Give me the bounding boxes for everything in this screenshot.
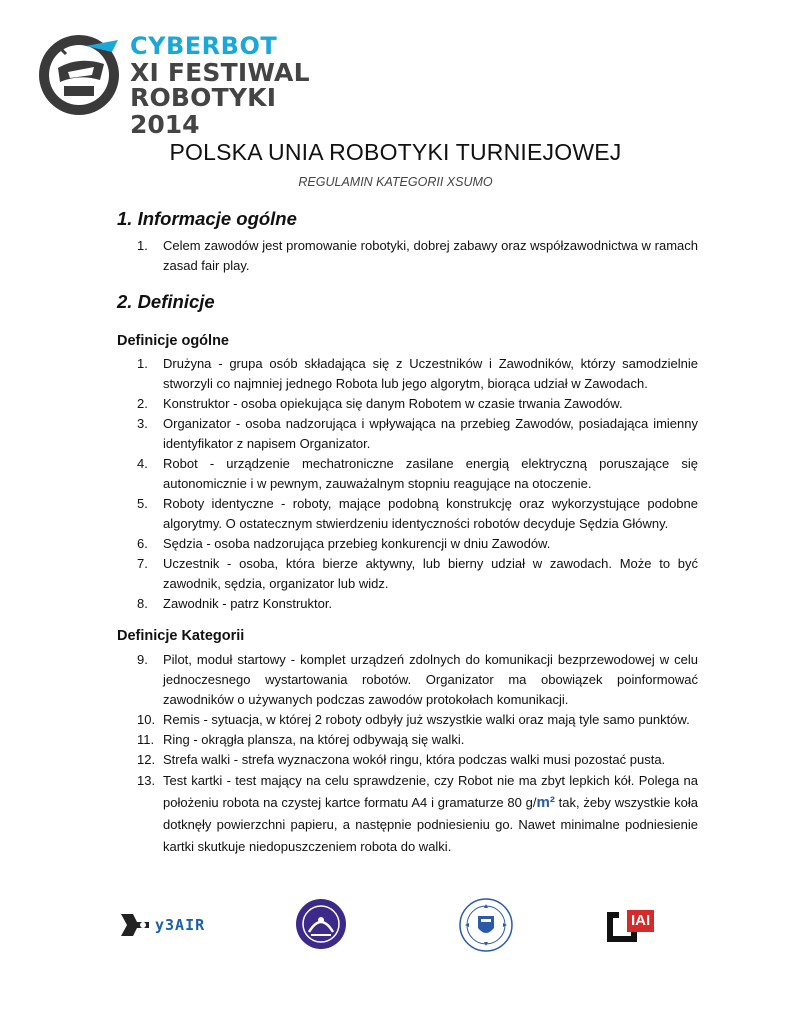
list-item: [117, 710, 698, 730]
list-item: [117, 554, 698, 594]
cyberbot-logo: [38, 32, 438, 139]
unit-m2: m²: [536, 794, 555, 811]
list-item-number: 1.: [137, 356, 148, 371]
list-item-number: 1.: [137, 238, 148, 253]
subsection-heading-kategorii: Definicje Kategorii: [117, 628, 245, 644]
sponsor-logos: [117, 896, 698, 956]
definicje-ogolne-list: [117, 354, 698, 614]
section-heading-informacje: 1. Informacje ogólne: [117, 208, 297, 229]
list-item: [117, 394, 698, 414]
list-item-text: Konstruktor - osoba opiekująca się danym Robotem w czasie trwania Zawodów.: [163, 396, 623, 411]
list-item-text: Pilot, moduł startowy - komplet urządzeń zdolnych do komunikacji bezprzewodowej w celu jednoczesnego wystartowania robotów. Organizator ma obowiązek poinformować zawodników o używanych podczas zawodów protokołach komunikacji.: [163, 652, 698, 707]
list-item-text-part: tak, żeby wszystkie koła dotknęły powierzchni papieru, a następnie podniesieniu go. Nawet minimalne podniesienie kartki skutkuje niedopuszczeniem robota do walki.: [163, 795, 699, 854]
list-item: [117, 534, 698, 554]
list-item-number: 5.: [137, 496, 148, 511]
list-item: [117, 494, 698, 534]
subsection-heading-ogolne: Definicje ogólne: [117, 333, 229, 349]
university-seal-icon: [459, 898, 513, 952]
section-1-list: [117, 236, 698, 276]
definicje-kategorii-list: [117, 650, 698, 858]
list-item-text: Roboty identyczne - roboty, mające podobną konstrukcję oraz wykorzystujące podobne algorytmy. O ostatecznym stwierdzeniu identyczności robotów decyduje Sędzia Główny.: [163, 496, 698, 531]
list-item-number: 6.: [137, 536, 148, 551]
iai-logo: [605, 910, 665, 944]
list-item-text: Robot - urządzenie mechatroniczne zasilane energią elektryczną poruszające się autonomicznie i w pewnym, zauważalnym stopniu reagujące na otoczenie.: [163, 456, 698, 491]
iai-text: IAI: [627, 910, 654, 932]
list-item-number: 2.: [137, 396, 148, 411]
list-item-number: 9.: [137, 652, 148, 667]
list-item-number: 11.: [137, 732, 155, 747]
list-item-number: 3.: [137, 416, 148, 431]
logo-line-cyberbot: CYBERBOT: [130, 32, 278, 60]
list-item-text-part: Test kartki - test mający na celu sprawdzenie, czy Robot nie ma zbyt lepkich kół. Polega na położeniu robota na czystej kartce formatu A4 i gramaturze 80 g/: [163, 773, 698, 810]
list-item-text: Celem zawodów jest promowanie robotyki, dobrej zabawy oraz współzawodnictwa w ramach zasad fair play.: [163, 238, 698, 273]
list-item-number: 4.: [137, 456, 148, 471]
list-item-number: 13.: [137, 773, 156, 788]
list-item-number: 12.: [137, 752, 156, 767]
list-item-text: Strefa walki - strefa wyznaczona wokół ringu, która podczas walki musi pozostać pusta.: [163, 752, 666, 767]
list-item-text: Ring - okrągła plansza, na której odbywają się walki.: [163, 732, 465, 747]
list-item-text: [163, 770, 698, 858]
y3air-gear-icon: [119, 910, 153, 940]
y3air-logo: [119, 910, 219, 940]
robot-head-icon: [38, 34, 120, 116]
logo-line-year: 2014: [130, 110, 200, 139]
list-item-number: 7.: [137, 556, 148, 571]
list-item: [117, 236, 698, 276]
list-item-number: 10.: [137, 712, 156, 727]
list-item: [117, 354, 698, 394]
list-item: [117, 770, 698, 858]
list-item-text: Organizator - osoba nadzorująca i wpływająca na przebieg Zawodów, posiadająca imienny identyfikator z napisem Organizator.: [163, 416, 698, 451]
list-item-text: Drużyna - grupa osób składająca się z Uczestników i Zawodników, którzy samodzielnie stworzyli co najmniej jednego Robota lub jego algorytm, biorąca udział w Zawodach.: [163, 356, 698, 391]
list-item-text: Remis - sytuacja, w której 2 roboty odbyły już wszystkie walki oraz mają tyle samo punktów.: [163, 712, 690, 727]
document-title: POLSKA UNIA ROBOTYKI TURNIEJOWEJ: [169, 139, 622, 165]
document-subtitle: REGULAMIN KATEGORII XSUMO: [298, 175, 493, 189]
faculty-emblem-icon: [295, 898, 347, 950]
list-item: [117, 414, 698, 454]
list-item: [117, 730, 698, 750]
logo-line-festival: XI FESTIWAL ROBOTYKI: [130, 58, 310, 112]
list-item: [117, 650, 698, 710]
list-item-text: Zawodnik - patrz Konstruktor.: [163, 596, 333, 611]
list-item-text: Sędzia - osoba nadzorująca przebieg konkurencji w dniu Zawodów.: [163, 536, 551, 551]
list-item-number: 8.: [137, 596, 148, 611]
list-item: [117, 594, 698, 614]
list-item-text: Uczestnik - osoba, która bierze aktywny, lub bierny udział w zawodach. Może to być zawodnik, sędzia, organizator lub widz.: [163, 556, 698, 591]
section-heading-definicje: 2. Definicje: [117, 291, 215, 312]
list-item: [117, 750, 698, 770]
y3air-text: y3AIR: [155, 916, 206, 934]
list-item: [117, 454, 698, 494]
